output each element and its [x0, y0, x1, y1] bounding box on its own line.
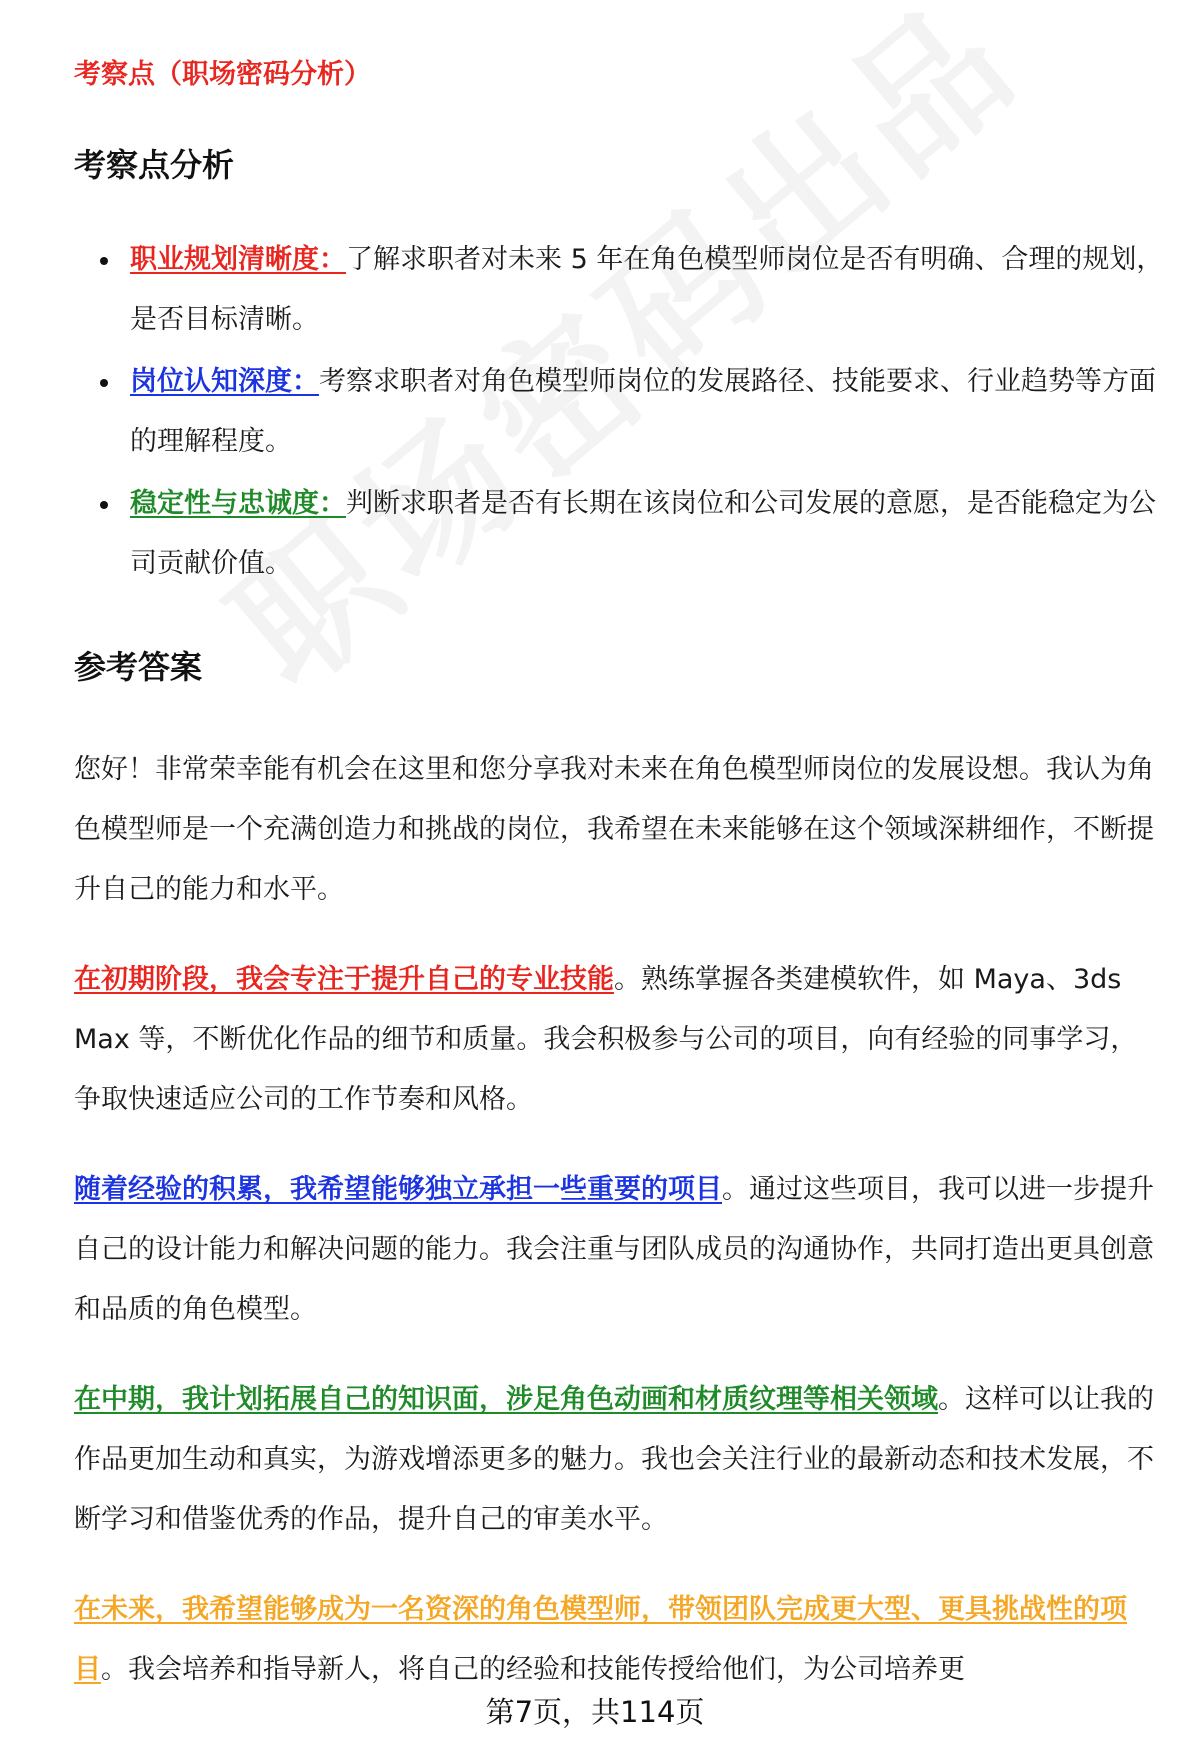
section-title-answer: 参考答案 — [74, 648, 203, 686]
paragraph-highlight: 在未来，我希望能够成为一名资深的角色模型师，带领团队完成更大型、更具挑战性的项目 — [74, 1594, 1127, 1685]
point-key: 岗位认知深度： — [130, 366, 319, 397]
bullet-icon — [100, 379, 108, 387]
bullet-icon — [100, 501, 108, 509]
answer-paragraph — [74, 1580, 1164, 1700]
point-text: 了解求职者对未来 5 年在角色模型师岗位是否有明确、合理的规划，是否目标清晰。 — [130, 244, 1164, 335]
paragraph-highlight: 在初期阶段，我会专注于提升自己的专业技能 — [74, 964, 614, 995]
top-label: 考察点（职场密码分析） — [74, 59, 371, 90]
point-key: 稳定性与忠诚度： — [130, 488, 346, 519]
answer-intro: 您好！非常荣幸能有机会在这里和您分享我对未来在角色模型师岗位的发展设想。我认为角色模型师是一个充满创造力和挑战的岗位，我希望在未来能够在这个领域深耕细作，不断提升自己的能力和水平。 — [74, 754, 1154, 905]
answer-paragraph — [74, 1370, 1164, 1550]
point-text: 考察求职者对角色模型师岗位的发展路径、技能要求、行业趋势等方面的理解程度。 — [130, 366, 1156, 457]
paragraph-text: 。熟练掌握各类建模软件，如 Maya、3ds Max 等，不断优化作品的细节和质量。我会积极参与公司的项目，向有经验的同事学习，争取快速适应公司的工作节奏和风格。 — [74, 964, 1138, 1115]
answer-paragraph — [74, 950, 1164, 1130]
paragraph-text: 。通过这些项目，我可以进一步提升自己的设计能力和解决问题的能力。我会注重与团队成员的沟通协作，共同打造出更具创意和品质的角色模型。 — [74, 1174, 1154, 1325]
list-item — [74, 352, 1164, 472]
paragraph-text: 。这样可以让我的作品更加生动和真实，为游戏增添更多的魅力。我也会关注行业的最新动态和技术发展，不断学习和借鉴优秀的作品，提升自己的审美水平。 — [74, 1384, 1154, 1535]
point-text: 判断求职者是否有长期在该岗位和公司发展的意愿，是否能稳定为公司贡献价值。 — [130, 488, 1156, 579]
analysis-list — [74, 230, 1164, 596]
paragraph-text: 。我会培养和指导新人，将自己的经验和技能传授给他们，为公司培养更 — [101, 1654, 965, 1685]
paragraph-highlight: 随着经验的积累，我希望能够独立承担一些重要的项目 — [74, 1174, 722, 1205]
list-item — [74, 230, 1164, 350]
section-title-analysis: 考察点分析 — [74, 146, 235, 184]
answer-paragraph — [74, 1160, 1164, 1340]
point-key: 职业规划清晰度： — [130, 244, 346, 275]
paragraph-highlight: 在中期，我计划拓展自己的知识面，涉足角色动画和材质纹理等相关领域 — [74, 1384, 938, 1415]
list-item — [74, 474, 1164, 594]
page-number: 第7页，共114页 — [485, 1695, 705, 1729]
bullet-icon — [100, 257, 108, 265]
